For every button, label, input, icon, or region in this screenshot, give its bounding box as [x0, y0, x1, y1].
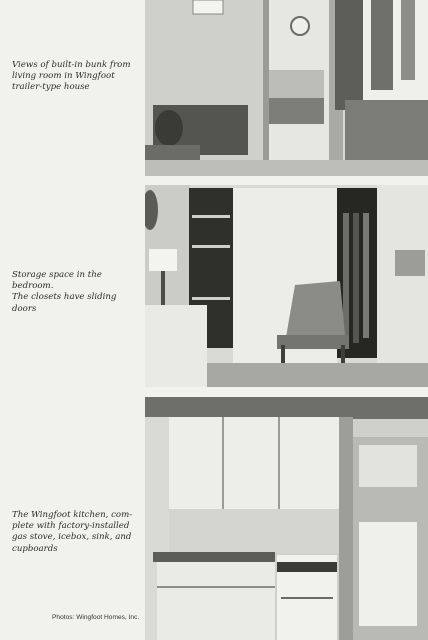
caption-bunk — [12, 60, 140, 94]
bunk-photo-image — [145, 0, 428, 176]
caption-line: trailer-type house — [12, 82, 90, 93]
caption-storage — [12, 270, 140, 315]
caption-line: doors — [12, 303, 37, 314]
caption-line: The closets have sliding — [12, 292, 117, 303]
caption-line: gas stove, icebox, sink, and — [12, 532, 132, 543]
caption-line: cupboards — [12, 543, 58, 554]
caption-line: Storage space in the bedroom. — [12, 270, 102, 292]
caption-line: The Wingfoot kitchen, com- — [12, 510, 133, 520]
photo-bedroom-storage — [145, 185, 428, 387]
photo-wingfoot-kitchen — [145, 397, 428, 640]
caption-line: plete with factory-installed — [12, 521, 130, 532]
photo-credit: Photos: Wingfoot Homes, Inc. — [52, 614, 140, 621]
caption-kitchen — [12, 510, 140, 555]
kitchen-photo-image — [145, 397, 428, 640]
photo-built-in-bunk — [145, 0, 428, 176]
caption-line: Views of built-in bunk from — [12, 60, 131, 70]
caption-line: living room in Wingfoot — [12, 71, 115, 82]
storage-photo-image — [145, 185, 428, 387]
